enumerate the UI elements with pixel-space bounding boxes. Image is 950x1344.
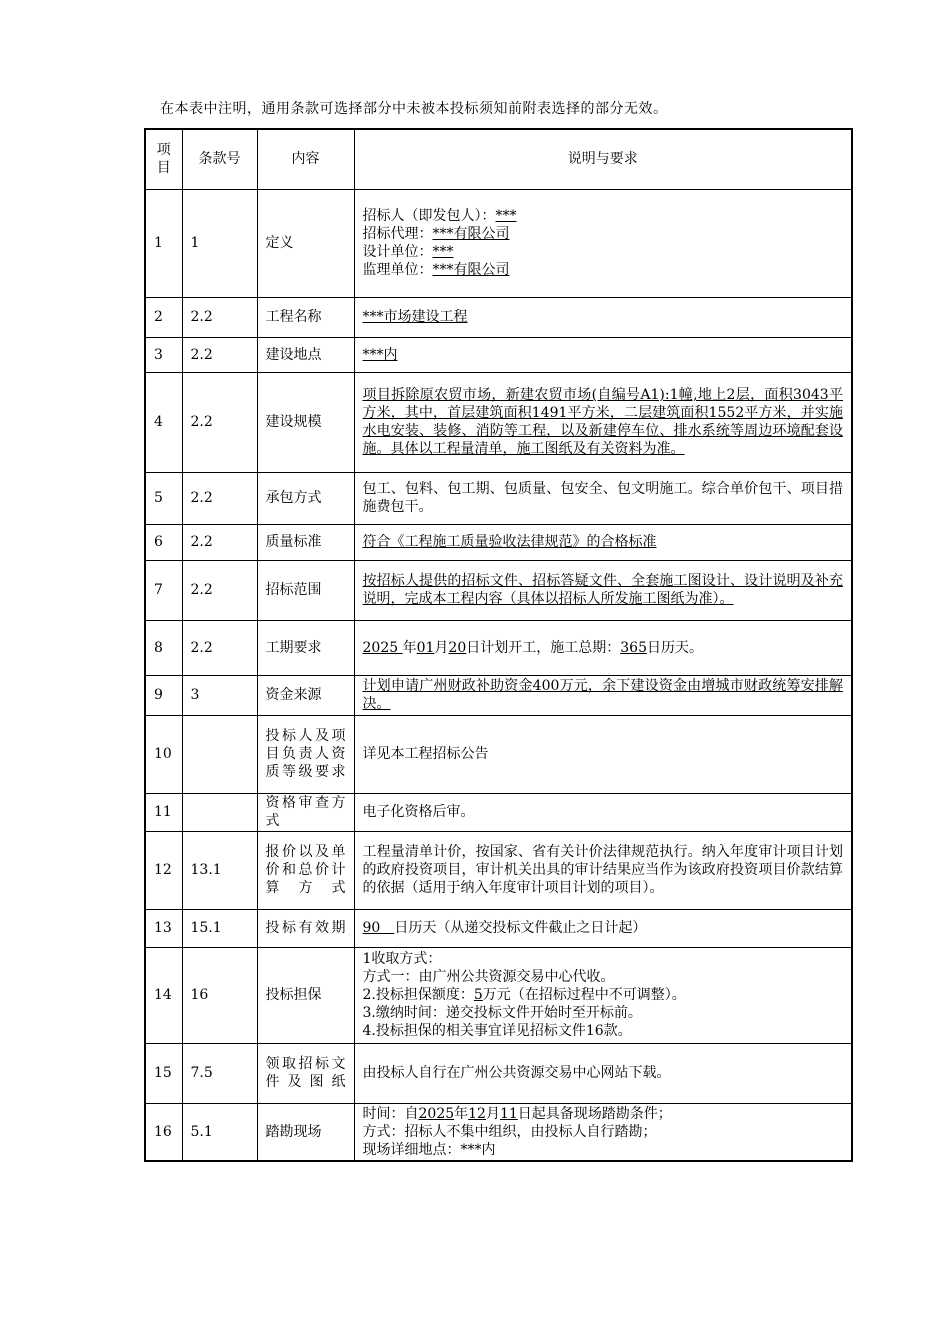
item-number: 3 <box>145 337 182 372</box>
content-label: 资金来源 <box>257 675 354 715</box>
description: 计划申请广州财政补助资金400万元，余下建设资金由增城市财政统筹安排解决。 <box>354 675 852 715</box>
item-number: 4 <box>145 372 182 472</box>
clause-number: 13.1 <box>182 831 257 909</box>
description: 电子化资格后审。 <box>354 793 852 831</box>
table-row <box>145 297 852 337</box>
content-label: 工期要求 <box>257 620 354 675</box>
header-content: 内容 <box>257 129 354 189</box>
item-number: 16 <box>145 1103 182 1161</box>
clause-number: 7.5 <box>182 1043 257 1103</box>
content-label: 踏勘现场 <box>257 1103 354 1161</box>
content-label: 建设地点 <box>257 337 354 372</box>
table-row <box>145 337 852 372</box>
clause-number: 2.2 <box>182 472 257 524</box>
clause-number: 2.2 <box>182 337 257 372</box>
clause-number: 2.2 <box>182 372 257 472</box>
item-number: 1 <box>145 189 182 297</box>
content-label: 定义 <box>257 189 354 297</box>
description: 工程量清单计价，按国家、省有关计价法律规范执行。纳入年度审计项目计划的政府投资项目，审计机关出具的审计结果应当作为该政府投资项目价款结算的依据（适用于纳入年度审计项目计划的项目）。 <box>354 831 852 909</box>
item-number: 2 <box>145 297 182 337</box>
description: 90 日历天（从递交投标文件截止之日计起） <box>354 909 852 947</box>
table-row <box>145 1043 852 1103</box>
table-row <box>145 560 852 620</box>
table-row <box>145 524 852 560</box>
tender-data-table <box>144 128 853 1162</box>
table-row <box>145 947 852 1043</box>
item-number: 7 <box>145 560 182 620</box>
content-label: 领取招标文件及图纸 <box>257 1043 354 1103</box>
clause-number: 5.1 <box>182 1103 257 1161</box>
item-number: 15 <box>145 1043 182 1103</box>
clause-number: 2.2 <box>182 560 257 620</box>
item-number: 12 <box>145 831 182 909</box>
table-row <box>145 909 852 947</box>
item-number: 5 <box>145 472 182 524</box>
item-number: 6 <box>145 524 182 560</box>
clause-number: 3 <box>182 675 257 715</box>
item-number: 14 <box>145 947 182 1043</box>
description: 项目拆除原农贸市场，新建农贸市场(自编号A1):1幢,地上2层，面积3043平方米，其中，首层建筑面积1491平方米，二层建筑面积1552平方米，并实施水电安装、装修、消防等工程，以及新建停车位、排水系统等周边环境配套设施。具体以工程量清单，施工图纸及有关资料为准。 <box>354 372 852 472</box>
item-number: 13 <box>145 909 182 947</box>
table-row <box>145 675 852 715</box>
table-row <box>145 620 852 675</box>
content-label: 工程名称 <box>257 297 354 337</box>
description: 招标人（即发包人）：*** 招标代理：***有限公司 设计单位：*** 监理单位：***有限公司 <box>354 189 852 297</box>
item-number: 9 <box>145 675 182 715</box>
clause-number: 16 <box>182 947 257 1043</box>
clause-number: 2.2 <box>182 524 257 560</box>
content-label: 投标人及项目负责人资质等级要求 <box>257 715 354 793</box>
table-row <box>145 472 852 524</box>
content-label: 招标范围 <box>257 560 354 620</box>
clause-number: 2.2 <box>182 620 257 675</box>
description: ***市场建设工程 <box>354 297 852 337</box>
content-label: 质量标准 <box>257 524 354 560</box>
description: 按招标人提供的招标文件、招标答疑文件、全套施工图设计、设计说明及补充说明，完成本工程内容（具体以招标人所发施工图纸为准）。 <box>354 560 852 620</box>
table-row <box>145 189 852 297</box>
description: 1收取方式： 方式一：由广州公共资源交易中心代收。 2.投标担保额度：5万元（在招标过程中不可调整）。 3.缴纳时间：递交投标文件开始时至开标前。 4.投标担保的相关事宜详见招标文件16款。 <box>354 947 852 1043</box>
clause-number <box>182 715 257 793</box>
item-number: 11 <box>145 793 182 831</box>
table-header-row <box>145 129 852 189</box>
clause-number: 1 <box>182 189 257 297</box>
description: 由投标人自行在广州公共资源交易中心网站下载。 <box>354 1043 852 1103</box>
table-row <box>145 831 852 909</box>
description: 2025 年01月20日计划开工，施工总期：365日历天。 <box>354 620 852 675</box>
content-label: 建设规模 <box>257 372 354 472</box>
item-number: 8 <box>145 620 182 675</box>
clause-number: 2.2 <box>182 297 257 337</box>
content-label: 承包方式 <box>257 472 354 524</box>
description: ***内 <box>354 337 852 372</box>
table-row <box>145 793 852 831</box>
header-clause: 条款号 <box>182 129 257 189</box>
table-row <box>145 1103 852 1161</box>
description: 详见本工程招标公告 <box>354 715 852 793</box>
clause-number <box>182 793 257 831</box>
content-label: 报价以及单价和总价计算方式 <box>257 831 354 909</box>
header-item: 项 目 <box>145 129 182 189</box>
content-label: 投标有效期 <box>257 909 354 947</box>
content-label: 投标担保 <box>257 947 354 1043</box>
table-row <box>145 715 852 793</box>
item-number: 10 <box>145 715 182 793</box>
content-label: 资格审查方式 <box>257 793 354 831</box>
description: 时间：自2025年12月11日起具备现场踏勘条件； 方式：招标人不集中组织，由投标人自行踏勘； 现场详细地点：***内 <box>354 1103 852 1161</box>
table-row <box>145 372 852 472</box>
description: 包工、包料、包工期、包质量、包安全、包文明施工。综合单价包干、项目措施费包干。 <box>354 472 852 524</box>
clause-number: 15.1 <box>182 909 257 947</box>
header-description: 说明与要求 <box>354 129 852 189</box>
intro-note: 在本表中注明，通用条款可选择部分中未被本投标须知前附表选择的部分无效。 <box>160 101 668 117</box>
description: 符合《工程施工质量验收法律规范》的合格标准 <box>354 524 852 560</box>
